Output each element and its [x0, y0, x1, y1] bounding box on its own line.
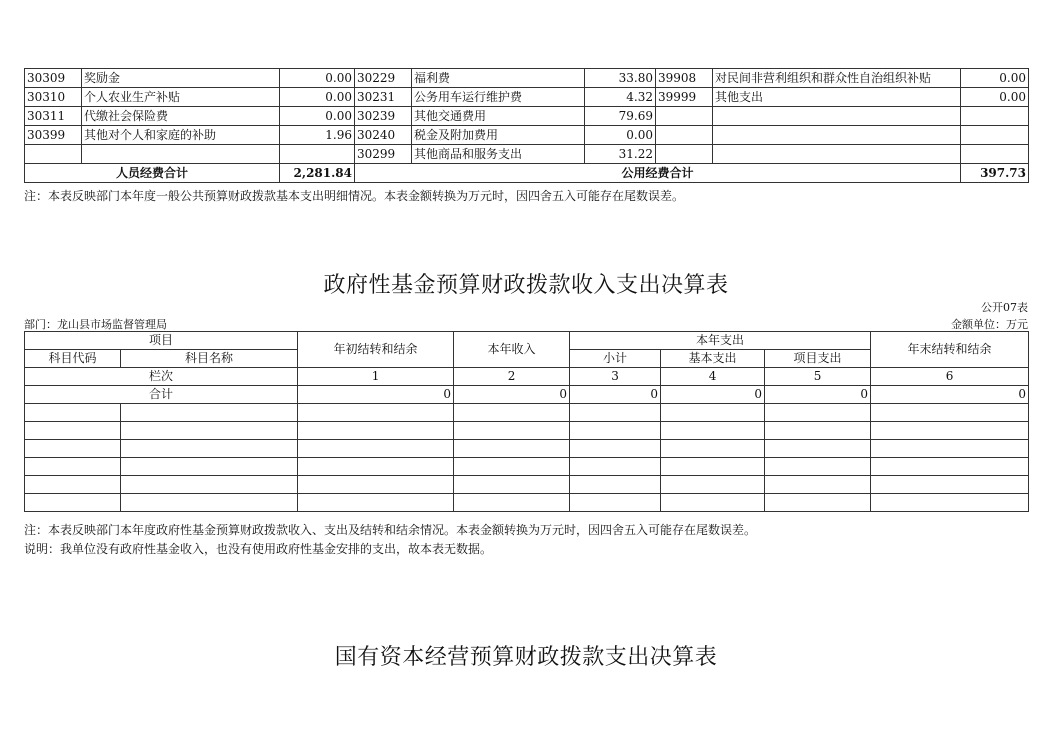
table-row — [25, 145, 1029, 164]
personnel-total-value: 2,281.84 — [280, 164, 355, 183]
table-cell: 1.96 — [280, 126, 355, 145]
header-basic: 基本支出 — [661, 350, 765, 368]
basic-expense-table — [24, 68, 1029, 183]
empty-cell — [765, 494, 871, 512]
empty-cell — [871, 476, 1029, 494]
table-cell: 30239 — [355, 107, 412, 126]
table-cell: 4.32 — [585, 88, 656, 107]
table2-note: 注：本表反映部门本年度政府性基金预算财政拨款收入、支出及结转和结余情况。本表金额转换为万元时，因四舍五入可能存在尾数误差。 — [24, 523, 757, 537]
table-row — [25, 107, 1029, 126]
table-cell — [82, 145, 280, 164]
table-cell: 0.00 — [961, 88, 1029, 107]
header-code: 科目代码 — [25, 350, 121, 368]
table-cell — [656, 145, 713, 164]
total-value: 0 — [661, 386, 765, 404]
table-cell: 30299 — [355, 145, 412, 164]
empty-row — [25, 440, 1029, 458]
empty-cell — [871, 404, 1029, 422]
empty-cell — [570, 404, 661, 422]
empty-cell — [25, 404, 121, 422]
table-cell — [713, 145, 961, 164]
column-number: 4 — [661, 368, 765, 386]
empty-cell — [570, 422, 661, 440]
empty-cell — [661, 440, 765, 458]
table-cell — [961, 126, 1029, 145]
empty-cell — [765, 476, 871, 494]
header-end-balance: 年末结转和结余 — [871, 332, 1029, 368]
amount-unit-label: 金额单位：万元 — [951, 318, 1028, 331]
empty-cell — [25, 458, 121, 476]
empty-cell — [298, 476, 454, 494]
column-number: 5 — [765, 368, 871, 386]
table-cell — [961, 145, 1029, 164]
table-cell: 33.80 — [585, 69, 656, 88]
empty-cell — [661, 422, 765, 440]
table-cell: 30310 — [25, 88, 82, 107]
empty-cell — [570, 476, 661, 494]
empty-cell — [298, 422, 454, 440]
table-cell: 代缴社会保险费 — [82, 107, 280, 126]
table-cell — [713, 126, 961, 145]
header-name: 科目名称 — [121, 350, 298, 368]
empty-cell — [570, 440, 661, 458]
empty-cell — [661, 458, 765, 476]
table-cell: 税金及附加费用 — [412, 126, 585, 145]
empty-cell — [25, 494, 121, 512]
total-value: 0 — [298, 386, 454, 404]
gov-fund-table — [24, 331, 1029, 512]
table-cell: 其他支出 — [713, 88, 961, 107]
column-number: 1 — [298, 368, 454, 386]
table-cell: 奖励金 — [82, 69, 280, 88]
column-number-row — [25, 368, 1029, 386]
total-value: 0 — [570, 386, 661, 404]
table-cell: 30309 — [25, 69, 82, 88]
empty-cell — [121, 404, 298, 422]
empty-cell — [765, 440, 871, 458]
column-number: 6 — [871, 368, 1029, 386]
empty-row — [25, 494, 1029, 512]
empty-cell — [25, 440, 121, 458]
empty-cell — [121, 422, 298, 440]
table-row — [25, 88, 1029, 107]
table-cell: 30399 — [25, 126, 82, 145]
empty-cell — [661, 404, 765, 422]
empty-cell — [121, 440, 298, 458]
total-value: 0 — [765, 386, 871, 404]
empty-cell — [121, 458, 298, 476]
table-cell — [961, 107, 1029, 126]
table-cell: 30231 — [355, 88, 412, 107]
header-begin-balance: 年初结转和结余 — [298, 332, 454, 368]
empty-cell — [454, 440, 570, 458]
table-cell: 30229 — [355, 69, 412, 88]
empty-cell — [298, 440, 454, 458]
table-cell: 30240 — [355, 126, 412, 145]
page-title-gov-fund: 政府性基金预算财政拨款收入支出决算表 — [323, 273, 729, 298]
empty-cell — [871, 422, 1029, 440]
total-label: 合计 — [25, 386, 298, 404]
column-number: 2 — [454, 368, 570, 386]
page-title-state-capital: 国有资本经营预算财政拨款支出决算表 — [334, 645, 718, 670]
empty-cell — [454, 404, 570, 422]
table-cell: 0.00 — [280, 107, 355, 126]
empty-cell — [25, 476, 121, 494]
header-project-expense: 项目支出 — [765, 350, 871, 368]
table-cell: 0.00 — [280, 88, 355, 107]
table-cell: 个人农业生产补贴 — [82, 88, 280, 107]
empty-cell — [765, 422, 871, 440]
empty-cell — [121, 476, 298, 494]
table-cell — [713, 107, 961, 126]
table-cell — [656, 107, 713, 126]
department-label: 部门：龙山县市场监督管理局 — [24, 318, 167, 331]
table-cell: 0.00 — [961, 69, 1029, 88]
header-expense: 本年支出 — [570, 332, 871, 350]
empty-cell — [765, 404, 871, 422]
table-cell: 0.00 — [280, 69, 355, 88]
empty-cell — [25, 422, 121, 440]
empty-cell — [871, 494, 1029, 512]
header-income: 本年收入 — [454, 332, 570, 368]
form-number: 公开07表 — [981, 301, 1028, 314]
table-cell: 39908 — [656, 69, 713, 88]
empty-row — [25, 476, 1029, 494]
table2-explanation: 说明：我单位没有政府性基金收入，也没有使用政府性基金安排的支出，故本表无数据。 — [24, 542, 493, 556]
personnel-total-label: 人员经费合计 — [25, 164, 280, 183]
empty-cell — [454, 422, 570, 440]
empty-cell — [454, 494, 570, 512]
table-cell — [280, 145, 355, 164]
empty-cell — [121, 494, 298, 512]
total-value: 0 — [871, 386, 1029, 404]
empty-cell — [570, 494, 661, 512]
table-cell: 对民间非营利组织和群众性自治组织补贴 — [713, 69, 961, 88]
table1-note: 注：本表反映部门本年度一般公共预算财政拨款基本支出明细情况。本表金额转换为万元时，因四舍五入可能存在尾数误差。 — [24, 189, 685, 203]
table-cell: 79.69 — [585, 107, 656, 126]
totals-row — [25, 164, 1029, 183]
table-cell — [656, 126, 713, 145]
table-cell — [25, 145, 82, 164]
empty-cell — [871, 440, 1029, 458]
table-cell: 其他交通费用 — [412, 107, 585, 126]
table-cell: 其他对个人和家庭的补助 — [82, 126, 280, 145]
table-cell: 0.00 — [585, 126, 656, 145]
total-row — [25, 386, 1029, 404]
table-cell: 30311 — [25, 107, 82, 126]
header-row-1 — [25, 332, 1029, 350]
empty-cell — [298, 494, 454, 512]
empty-row — [25, 422, 1029, 440]
table-row — [25, 126, 1029, 145]
empty-cell — [871, 458, 1029, 476]
empty-cell — [454, 476, 570, 494]
total-value: 0 — [454, 386, 570, 404]
public-total-label: 公用经费合计 — [355, 164, 961, 183]
table-cell: 31.22 — [585, 145, 656, 164]
table-cell: 其他商品和服务支出 — [412, 145, 585, 164]
empty-cell — [454, 458, 570, 476]
column-number: 3 — [570, 368, 661, 386]
table-cell: 公务用车运行维护费 — [412, 88, 585, 107]
empty-cell — [570, 458, 661, 476]
empty-cell — [298, 404, 454, 422]
empty-cell — [765, 458, 871, 476]
table-row — [25, 69, 1029, 88]
table-cell: 福利费 — [412, 69, 585, 88]
header-subtotal: 小计 — [570, 350, 661, 368]
empty-cell — [661, 494, 765, 512]
empty-row — [25, 404, 1029, 422]
column-number-label: 栏次 — [25, 368, 298, 386]
public-total-value: 397.73 — [961, 164, 1029, 183]
empty-cell — [298, 458, 454, 476]
table-cell: 39999 — [656, 88, 713, 107]
empty-row — [25, 458, 1029, 476]
empty-cell — [661, 476, 765, 494]
header-project: 项目 — [25, 332, 298, 350]
